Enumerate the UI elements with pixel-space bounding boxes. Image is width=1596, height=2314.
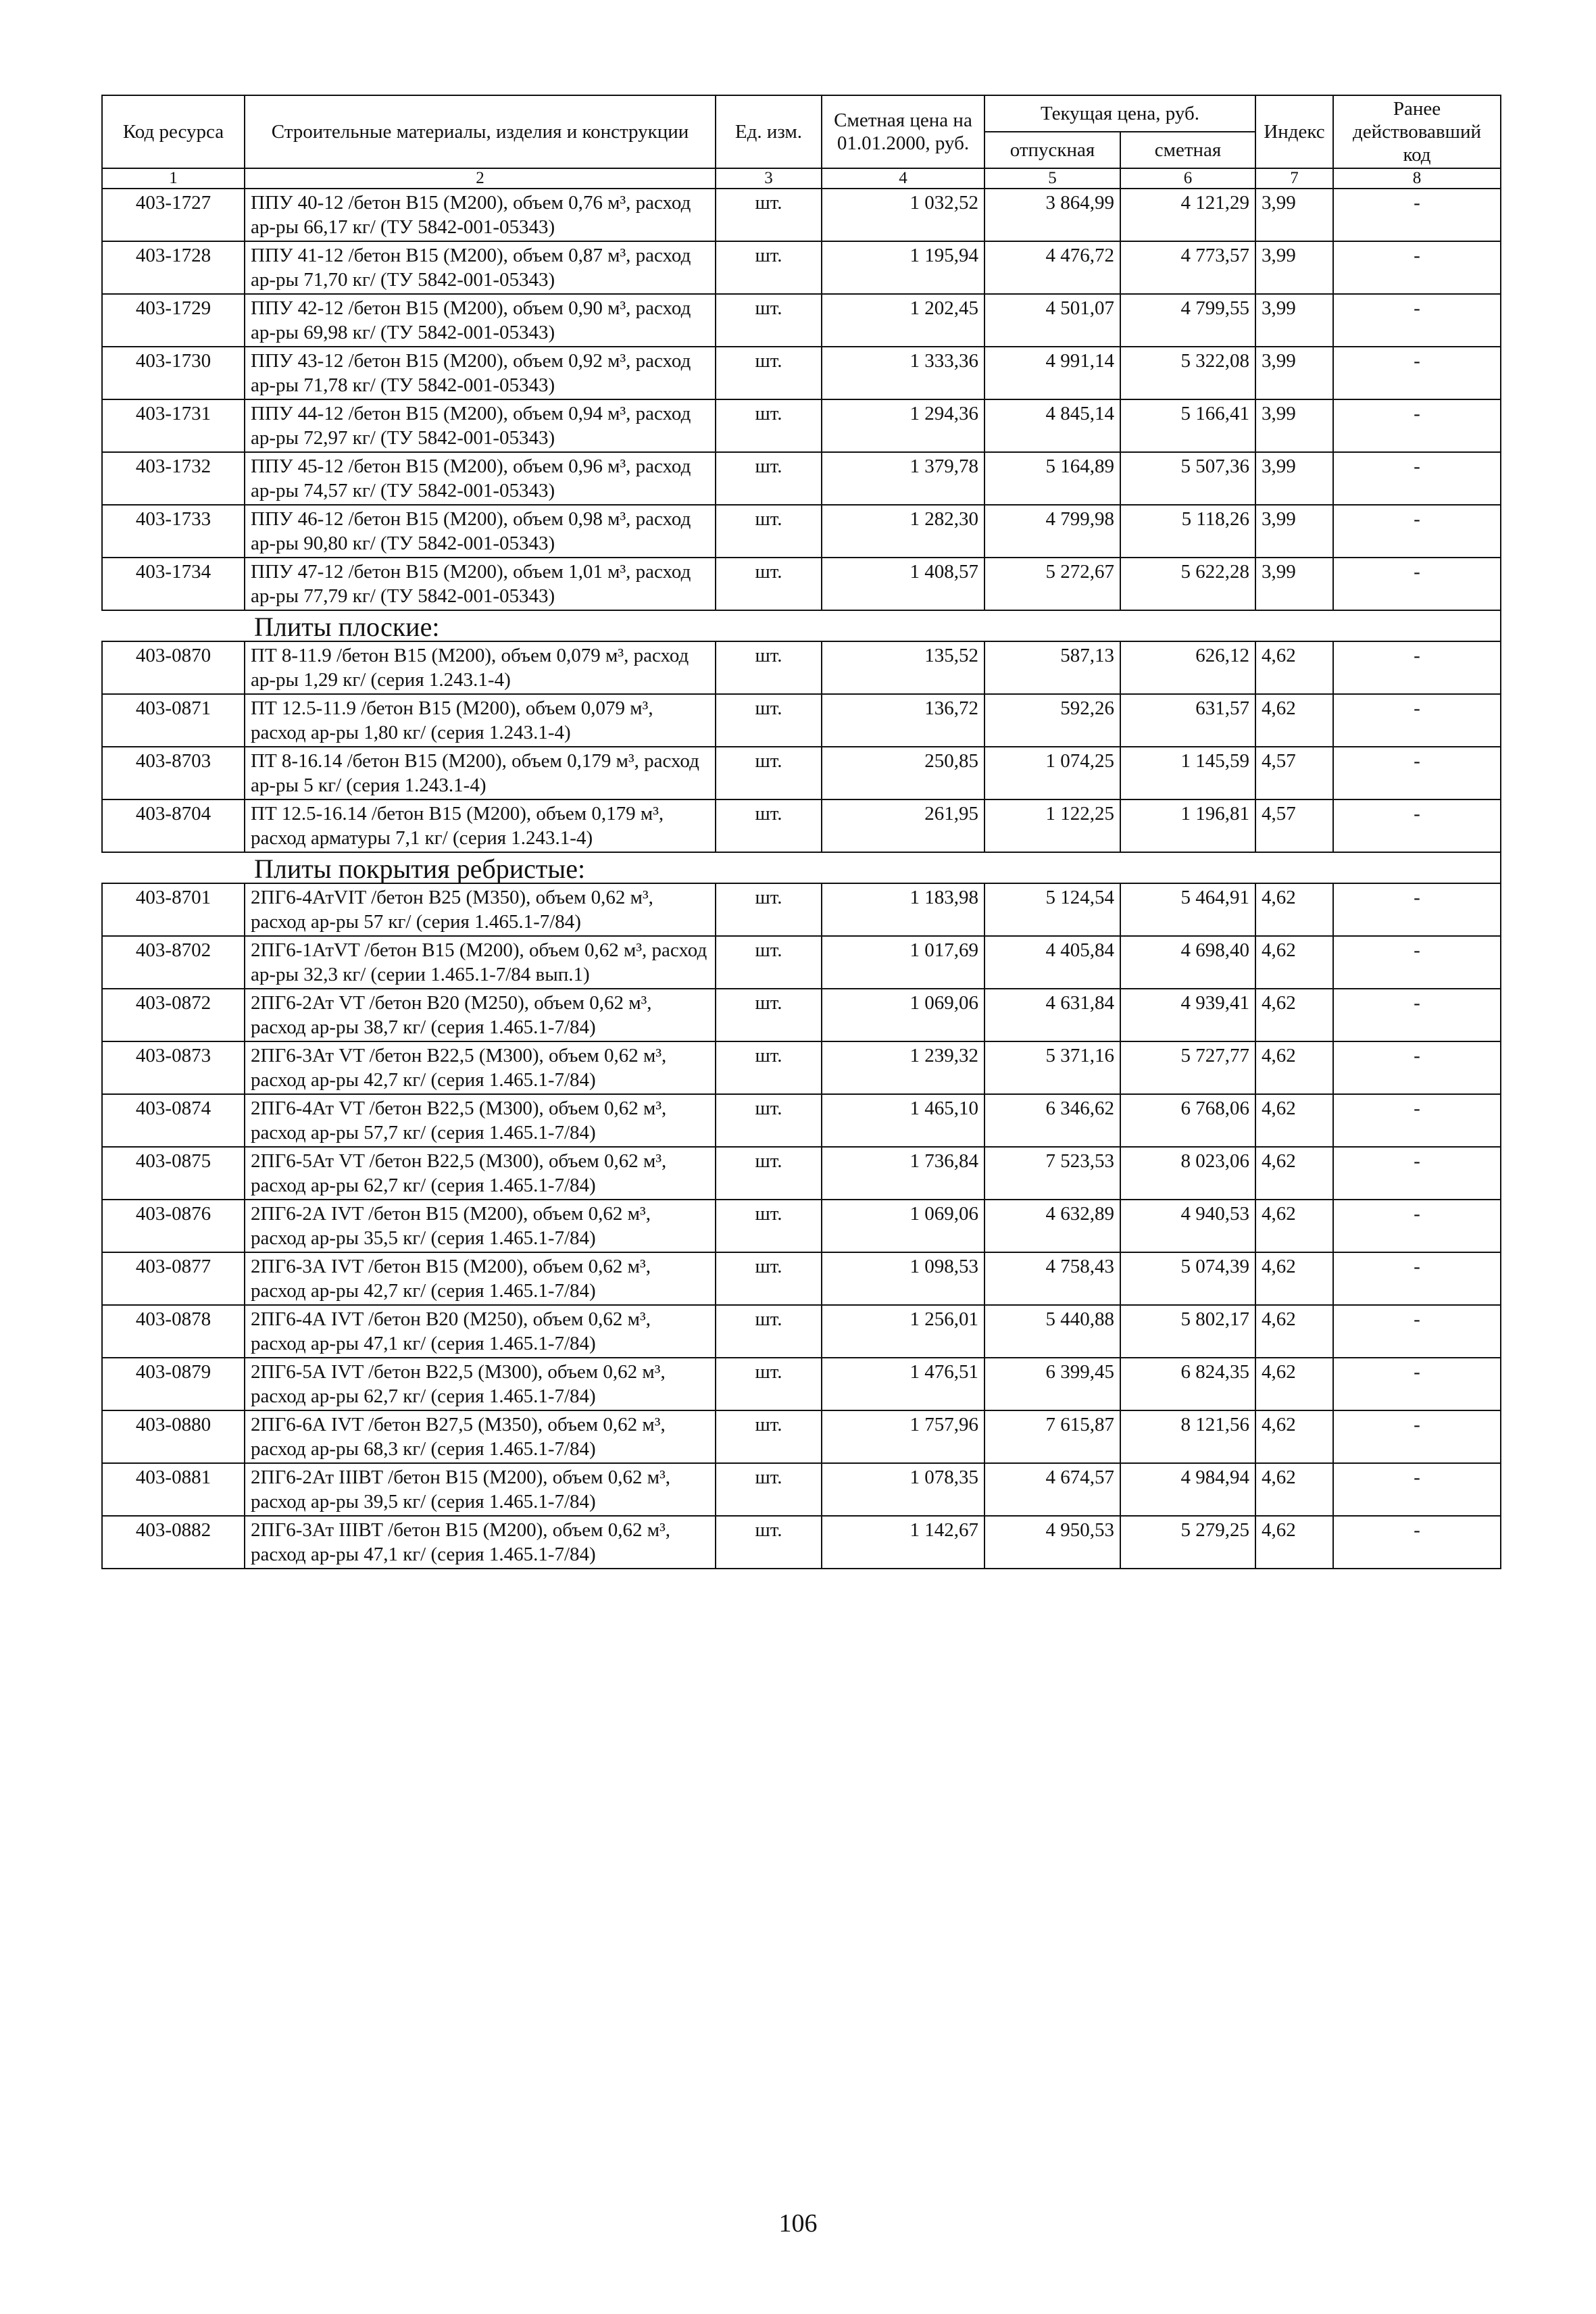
- table-row: [102, 641, 1501, 694]
- index-cell: 3,99: [1255, 505, 1333, 558]
- unit-cell: шт.: [716, 641, 822, 694]
- estimate-price-cell: 5 507,36: [1120, 452, 1255, 505]
- unit-cell: шт.: [716, 747, 822, 799]
- base-price-cell: 1 256,01: [822, 1305, 984, 1358]
- index-cell: 4,62: [1255, 936, 1333, 989]
- release-price-cell: 592,26: [984, 694, 1120, 747]
- index-cell: 4,62: [1255, 1147, 1333, 1200]
- table-row: [102, 452, 1501, 505]
- estimate-price-cell: 4 121,29: [1120, 189, 1255, 241]
- release-price-cell: 5 164,89: [984, 452, 1120, 505]
- estimate-price-cell: 4 799,55: [1120, 294, 1255, 347]
- material-name: ПТ 12.5-16.14 /бетон В15 (М200), объем 0,179 м³, расход арматуры 7,1 кг/ (серия 1.243.1-4): [245, 799, 716, 852]
- section-spacer: [102, 852, 245, 883]
- base-price-cell: 1 202,45: [822, 294, 984, 347]
- resource-code: 403-1730: [102, 347, 245, 399]
- prev-code-cell: -: [1333, 1041, 1501, 1094]
- index-cell: 3,99: [1255, 452, 1333, 505]
- material-name: 2ПГ6-4А IVT /бетон В20 (М250), объем 0,62 м³, расход ар-ры 47,1 кг/ (серия 1.465.1-7/84): [245, 1305, 716, 1358]
- table-header: [102, 95, 1501, 189]
- table-row: [102, 1410, 1501, 1463]
- base-price-cell: 1 408,57: [822, 558, 984, 610]
- estimate-price-cell: 6 768,06: [1120, 1094, 1255, 1147]
- unit-cell: шт.: [716, 989, 822, 1041]
- release-price-cell: 1 074,25: [984, 747, 1120, 799]
- base-price-cell: 1 465,10: [822, 1094, 984, 1147]
- estimate-price-cell: 5 727,77: [1120, 1041, 1255, 1094]
- prev-code-cell: -: [1333, 799, 1501, 852]
- resource-code: 403-8702: [102, 936, 245, 989]
- unit-cell: шт.: [716, 1410, 822, 1463]
- index-cell: 4,62: [1255, 1252, 1333, 1305]
- column-number: 2: [245, 168, 716, 189]
- material-name: ППУ 41-12 /бетон В15 (М200), объем 0,87 м³, расход ар-ры 71,70 кг/ (ТУ 5842-001-05343): [245, 241, 716, 294]
- estimate-price-cell: 5 622,28: [1120, 558, 1255, 610]
- estimate-price-cell: 1 145,59: [1120, 747, 1255, 799]
- resource-code: 403-1729: [102, 294, 245, 347]
- unit-cell: шт.: [716, 1305, 822, 1358]
- release-price-cell: 4 501,07: [984, 294, 1120, 347]
- index-cell: 4,62: [1255, 641, 1333, 694]
- resource-code: 403-1727: [102, 189, 245, 241]
- estimate-price-cell: 4 698,40: [1120, 936, 1255, 989]
- release-price-cell: 4 631,84: [984, 989, 1120, 1041]
- resource-code: 403-8701: [102, 883, 245, 936]
- resource-code: 403-0870: [102, 641, 245, 694]
- release-price-cell: 6 346,62: [984, 1094, 1120, 1147]
- release-price-cell: 5 272,67: [984, 558, 1120, 610]
- prev-code-cell: -: [1333, 936, 1501, 989]
- release-price-cell: 4 405,84: [984, 936, 1120, 989]
- estimate-price-cell: 8 023,06: [1120, 1147, 1255, 1200]
- prev-code-cell: -: [1333, 1147, 1501, 1200]
- unit-cell: шт.: [716, 799, 822, 852]
- material-name: ПТ 12.5-11.9 /бетон В15 (М200), объем 0,079 м³, расход ар-ры 1,80 кг/ (серия 1.243.1-4): [245, 694, 716, 747]
- index-cell: 4,62: [1255, 1358, 1333, 1410]
- prev-code-cell: -: [1333, 189, 1501, 241]
- table-row: [102, 347, 1501, 399]
- header-name: Строительные материалы, изделия и конструкции: [245, 95, 716, 168]
- release-price-cell: 7 523,53: [984, 1147, 1120, 1200]
- index-cell: 4,62: [1255, 1094, 1333, 1147]
- unit-cell: шт.: [716, 505, 822, 558]
- estimate-price-cell: 5 166,41: [1120, 399, 1255, 452]
- release-price-cell: 6 399,45: [984, 1358, 1120, 1410]
- base-price-cell: 1 736,84: [822, 1147, 984, 1200]
- header-unit: Ед. изм.: [716, 95, 822, 168]
- prev-code-cell: -: [1333, 1358, 1501, 1410]
- table-row: [102, 1358, 1501, 1410]
- estimate-price-cell: 4 984,94: [1120, 1463, 1255, 1516]
- estimate-price-cell: 5 074,39: [1120, 1252, 1255, 1305]
- index-cell: 4,62: [1255, 694, 1333, 747]
- resource-code: 403-0878: [102, 1305, 245, 1358]
- prev-code-cell: -: [1333, 989, 1501, 1041]
- resource-code: 403-0879: [102, 1358, 245, 1410]
- section-spacer: [102, 610, 245, 641]
- material-name: 2ПГ6-5А IVT /бетон В22,5 (М300), объем 0,62 м³, расход ар-ры 62,7 кг/ (серия 1.465.1-7/84): [245, 1358, 716, 1410]
- estimate-price-cell: 626,12: [1120, 641, 1255, 694]
- prev-code-cell: -: [1333, 1305, 1501, 1358]
- material-name: 2ПГ6-3Ат IIIВТ /бетон В15 (М200), объем 0,62 м³, расход ар-ры 47,1 кг/ (серия 1.465.1-7/84): [245, 1516, 716, 1569]
- section-header-row: [102, 610, 1501, 641]
- material-name: 2ПГ6-5Ат VT /бетон В22,5 (М300), объем 0,62 м³, расход ар-ры 62,7 кг/ (серия 1.465.1-7/84): [245, 1147, 716, 1200]
- prev-code-cell: -: [1333, 1094, 1501, 1147]
- index-cell: 3,99: [1255, 189, 1333, 241]
- page-number: 106: [778, 2209, 818, 2238]
- release-price-cell: 4 758,43: [984, 1252, 1120, 1305]
- prev-code-cell: -: [1333, 558, 1501, 610]
- material-name: ППУ 47-12 /бетон В15 (М200), объем 1,01 м³, расход ар-ры 77,79 кг/ (ТУ 5842-001-05343): [245, 558, 716, 610]
- unit-cell: шт.: [716, 558, 822, 610]
- base-price-cell: 1 098,53: [822, 1252, 984, 1305]
- unit-cell: шт.: [716, 1200, 822, 1252]
- table-row: [102, 936, 1501, 989]
- prev-code-cell: -: [1333, 294, 1501, 347]
- index-cell: 3,99: [1255, 558, 1333, 610]
- resource-code: 403-1733: [102, 505, 245, 558]
- release-price-cell: 5 371,16: [984, 1041, 1120, 1094]
- index-cell: 4,57: [1255, 747, 1333, 799]
- table-row: [102, 1041, 1501, 1094]
- material-name: 2ПГ6-3Ат VT /бетон В22,5 (М300), объем 0,62 м³, расход ар-ры 42,7 кг/ (серия 1.465.1-7/84): [245, 1041, 716, 1094]
- prev-code-cell: -: [1333, 505, 1501, 558]
- resource-code: 403-1731: [102, 399, 245, 452]
- release-price-cell: 4 845,14: [984, 399, 1120, 452]
- unit-cell: шт.: [716, 189, 822, 241]
- material-name: 2ПГ6-1АтVT /бетон В15 (М200), объем 0,62 м³, расход ар-ры 32,3 кг/ (серии 1.465.1-7/84 вып.1): [245, 936, 716, 989]
- index-cell: 4,62: [1255, 1410, 1333, 1463]
- base-price-cell: 1 757,96: [822, 1410, 984, 1463]
- column-number: 5: [984, 168, 1120, 189]
- base-price-cell: 1 078,35: [822, 1463, 984, 1516]
- table-row: [102, 399, 1501, 452]
- table-row: [102, 189, 1501, 241]
- header-release-price: отпускная: [984, 132, 1120, 168]
- resource-code: 403-0876: [102, 1200, 245, 1252]
- resource-code: 403-0877: [102, 1252, 245, 1305]
- table-row: [102, 747, 1501, 799]
- estimate-price-cell: 4 940,53: [1120, 1200, 1255, 1252]
- resource-code: 403-8704: [102, 799, 245, 852]
- resource-code: 403-0882: [102, 1516, 245, 1569]
- unit-cell: шт.: [716, 1147, 822, 1200]
- release-price-cell: 3 864,99: [984, 189, 1120, 241]
- header-index: Индекс: [1255, 95, 1333, 168]
- material-name: 2ПГ6-2Ат IIIВТ /бетон В15 (М200), объем 0,62 м³, расход ар-ры 39,5 кг/ (серия 1.465.1-7/84): [245, 1463, 716, 1516]
- material-name: 2ПГ6-6А IVT /бетон В27,5 (М350), объем 0,62 м³, расход ар-ры 68,3 кг/ (серия 1.465.1-7/84): [245, 1410, 716, 1463]
- material-name: ППУ 42-12 /бетон В15 (М200), объем 0,90 м³, расход ар-ры 69,98 кг/ (ТУ 5842-001-05343): [245, 294, 716, 347]
- column-number: 8: [1333, 168, 1501, 189]
- base-price-cell: 1 069,06: [822, 989, 984, 1041]
- resource-code: 403-0881: [102, 1463, 245, 1516]
- table-row: [102, 1252, 1501, 1305]
- column-number: 7: [1255, 168, 1333, 189]
- material-name: ППУ 46-12 /бетон В15 (М200), объем 0,98 м³, расход ар-ры 90,80 кг/ (ТУ 5842-001-05343): [245, 505, 716, 558]
- unit-cell: шт.: [716, 1463, 822, 1516]
- base-price-cell: 1 183,98: [822, 883, 984, 936]
- index-cell: 4,62: [1255, 1516, 1333, 1569]
- estimate-price-cell: 5 464,91: [1120, 883, 1255, 936]
- base-price-cell: 135,52: [822, 641, 984, 694]
- column-number: 6: [1120, 168, 1255, 189]
- base-price-cell: 1 294,36: [822, 399, 984, 452]
- release-price-cell: 587,13: [984, 641, 1120, 694]
- index-cell: 4,62: [1255, 1305, 1333, 1358]
- prev-code-cell: -: [1333, 1516, 1501, 1569]
- material-name: 2ПГ6-3А IVT /бетон В15 (М200), объем 0,62 м³, расход ар-ры 42,7 кг/ (серия 1.465.1-7/84): [245, 1252, 716, 1305]
- table-row: [102, 694, 1501, 747]
- base-price-cell: 1 017,69: [822, 936, 984, 989]
- column-number: 4: [822, 168, 984, 189]
- unit-cell: шт.: [716, 1516, 822, 1569]
- release-price-cell: 7 615,87: [984, 1410, 1120, 1463]
- header-current-price: Текущая цена, руб.: [984, 95, 1255, 132]
- estimate-price-cell: 5 802,17: [1120, 1305, 1255, 1358]
- prev-code-cell: -: [1333, 747, 1501, 799]
- index-cell: 4,62: [1255, 1200, 1333, 1252]
- index-cell: 3,99: [1255, 241, 1333, 294]
- estimate-price-cell: 6 824,35: [1120, 1358, 1255, 1410]
- table-row: [102, 1516, 1501, 1569]
- unit-cell: шт.: [716, 1094, 822, 1147]
- base-price-cell: 261,95: [822, 799, 984, 852]
- material-name: ПТ 8-11.9 /бетон В15 (М200), объем 0,079 м³, расход ар-ры 1,29 кг/ (серия 1.243.1-4): [245, 641, 716, 694]
- release-price-cell: 4 674,57: [984, 1463, 1120, 1516]
- unit-cell: шт.: [716, 883, 822, 936]
- index-cell: 4,62: [1255, 989, 1333, 1041]
- base-price-cell: 136,72: [822, 694, 984, 747]
- material-name: ППУ 40-12 /бетон В15 (М200), объем 0,76 м³, расход ар-ры 66,17 кг/ (ТУ 5842-001-05343): [245, 189, 716, 241]
- section-title: Плиты плоские:: [245, 610, 1501, 641]
- material-name: ППУ 45-12 /бетон В15 (М200), объем 0,96 м³, расход ар-ры 74,57 кг/ (ТУ 5842-001-05343): [245, 452, 716, 505]
- unit-cell: шт.: [716, 399, 822, 452]
- table-row: [102, 505, 1501, 558]
- release-price-cell: 4 632,89: [984, 1200, 1120, 1252]
- unit-cell: шт.: [716, 1252, 822, 1305]
- release-price-cell: 4 476,72: [984, 241, 1120, 294]
- prev-code-cell: -: [1333, 241, 1501, 294]
- header-code: Код ресурса: [102, 95, 245, 168]
- release-price-cell: 1 122,25: [984, 799, 1120, 852]
- unit-cell: шт.: [716, 241, 822, 294]
- base-price-cell: 1 333,36: [822, 347, 984, 399]
- resource-code: 403-0880: [102, 1410, 245, 1463]
- table-row: [102, 1147, 1501, 1200]
- resource-code: 403-1734: [102, 558, 245, 610]
- column-number-row: [102, 168, 1501, 189]
- base-price-cell: 1 142,67: [822, 1516, 984, 1569]
- estimate-price-cell: 5 322,08: [1120, 347, 1255, 399]
- base-price-cell: 1 069,06: [822, 1200, 984, 1252]
- base-price-cell: 1 476,51: [822, 1358, 984, 1410]
- estimate-price-cell: 8 121,56: [1120, 1410, 1255, 1463]
- base-price-cell: 1 239,32: [822, 1041, 984, 1094]
- prev-code-cell: -: [1333, 1463, 1501, 1516]
- material-name: 2ПГ6-2Ат VT /бетон В20 (М250), объем 0,62 м³, расход ар-ры 38,7 кг/ (серия 1.465.1-7/84): [245, 989, 716, 1041]
- index-cell: 4,57: [1255, 799, 1333, 852]
- resource-code: 403-0871: [102, 694, 245, 747]
- index-cell: 4,62: [1255, 1041, 1333, 1094]
- estimate-price-cell: 1 196,81: [1120, 799, 1255, 852]
- column-number: 3: [716, 168, 822, 189]
- index-cell: 4,62: [1255, 883, 1333, 936]
- index-cell: 3,99: [1255, 294, 1333, 347]
- unit-cell: шт.: [716, 347, 822, 399]
- prev-code-cell: -: [1333, 641, 1501, 694]
- estimate-price-cell: 4 939,41: [1120, 989, 1255, 1041]
- prev-code-cell: -: [1333, 347, 1501, 399]
- prev-code-cell: -: [1333, 883, 1501, 936]
- material-name: 2ПГ6-2А IVT /бетон В15 (М200), объем 0,62 м³, расход ар-ры 35,5 кг/ (серия 1.465.1-7/84): [245, 1200, 716, 1252]
- column-number: 1: [102, 168, 245, 189]
- index-cell: 4,62: [1255, 1463, 1333, 1516]
- material-name: ППУ 44-12 /бетон В15 (М200), объем 0,94 м³, расход ар-ры 72,97 кг/ (ТУ 5842-001-05343): [245, 399, 716, 452]
- base-price-cell: 1 195,94: [822, 241, 984, 294]
- base-price-cell: 1 379,78: [822, 452, 984, 505]
- table-body: [102, 189, 1501, 1569]
- prev-code-cell: -: [1333, 1410, 1501, 1463]
- material-name: ППУ 43-12 /бетон В15 (М200), объем 0,92 м³, расход ар-ры 71,78 кг/ (ТУ 5842-001-05343): [245, 347, 716, 399]
- table-row: [102, 1200, 1501, 1252]
- table-row: [102, 989, 1501, 1041]
- unit-cell: шт.: [716, 452, 822, 505]
- estimate-price-cell: 5 279,25: [1120, 1516, 1255, 1569]
- header-estimate-price: сметная: [1120, 132, 1255, 168]
- resource-code: 403-0872: [102, 989, 245, 1041]
- resource-code: 403-0875: [102, 1147, 245, 1200]
- release-price-cell: 5 440,88: [984, 1305, 1120, 1358]
- table-row: [102, 883, 1501, 936]
- resource-code: 403-1728: [102, 241, 245, 294]
- table-row: [102, 1094, 1501, 1147]
- resource-code: 403-0874: [102, 1094, 245, 1147]
- table-row: [102, 799, 1501, 852]
- unit-cell: шт.: [716, 694, 822, 747]
- estimate-price-cell: 5 118,26: [1120, 505, 1255, 558]
- base-price-cell: 1 282,30: [822, 505, 984, 558]
- index-cell: 3,99: [1255, 347, 1333, 399]
- section-title: Плиты покрытия ребристые:: [245, 852, 1501, 883]
- unit-cell: шт.: [716, 936, 822, 989]
- table-row: [102, 294, 1501, 347]
- material-name: ПТ 8-16.14 /бетон В15 (М200), объем 0,179 м³, расход ар-ры 5 кг/ (серия 1.243.1-4): [245, 747, 716, 799]
- estimate-price-cell: 4 773,57: [1120, 241, 1255, 294]
- header-prev-code: Ранее действовавший код: [1333, 95, 1501, 168]
- material-name: 2ПГ6-4Ат VT /бетон В22,5 (М300), объем 0,62 м³, расход ар-ры 57,7 кг/ (серия 1.465.1-7/84): [245, 1094, 716, 1147]
- release-price-cell: 4 950,53: [984, 1516, 1120, 1569]
- release-price-cell: 4 991,14: [984, 347, 1120, 399]
- section-header-row: [102, 852, 1501, 883]
- resource-code: 403-1732: [102, 452, 245, 505]
- prev-code-cell: -: [1333, 399, 1501, 452]
- price-table: [101, 95, 1501, 1569]
- header-base-price: Сметная цена на 01.01.2000, руб.: [822, 95, 984, 168]
- resource-code: 403-8703: [102, 747, 245, 799]
- table-row: [102, 1463, 1501, 1516]
- unit-cell: шт.: [716, 294, 822, 347]
- index-cell: 3,99: [1255, 399, 1333, 452]
- table-row: [102, 1305, 1501, 1358]
- unit-cell: шт.: [716, 1358, 822, 1410]
- prev-code-cell: -: [1333, 452, 1501, 505]
- release-price-cell: 5 124,54: [984, 883, 1120, 936]
- prev-code-cell: -: [1333, 1252, 1501, 1305]
- estimate-price-cell: 631,57: [1120, 694, 1255, 747]
- unit-cell: шт.: [716, 1041, 822, 1094]
- base-price-cell: 250,85: [822, 747, 984, 799]
- release-price-cell: 4 799,98: [984, 505, 1120, 558]
- base-price-cell: 1 032,52: [822, 189, 984, 241]
- table-row: [102, 558, 1501, 610]
- material-name: 2ПГ6-4АтVIT /бетон В25 (М350), объем 0,62 м³, расход ар-ры 57 кг/ (серия 1.465.1-7/84): [245, 883, 716, 936]
- resource-code: 403-0873: [102, 1041, 245, 1094]
- prev-code-cell: -: [1333, 1200, 1501, 1252]
- table-row: [102, 241, 1501, 294]
- prev-code-cell: -: [1333, 694, 1501, 747]
